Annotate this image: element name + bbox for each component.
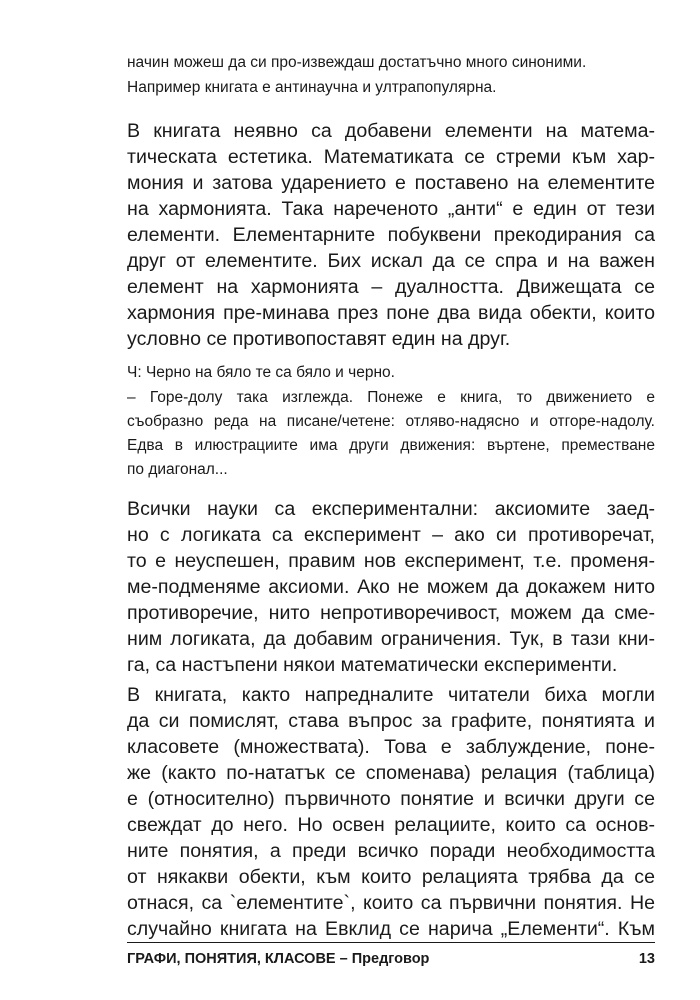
paragraph-3-line: отнася, са `елементите`, които са първични понятия. Не xyxy=(127,892,655,914)
paragraph-3-line: В книгата, както напредналите читатели биха могли xyxy=(127,684,655,706)
page-number: 13 xyxy=(638,951,655,967)
paragraph-2-line: то е неуспешен, правим нов експеримент, т.е. променя- xyxy=(127,550,655,572)
paragraph-3-line: же (както по-нататък се споменава) релация (таблица) xyxy=(127,762,655,784)
paragraph-1-line: хармония пре-минава през поне два вида обекти, които xyxy=(127,302,655,324)
intro-note-line: Например книгата е антинаучна и ултрапопулярна. xyxy=(127,79,497,96)
paragraph-3-line: е (относително) първичното понятие и всички други се xyxy=(127,788,655,810)
paragraph-2-line: ме-подменяме аксиоми. Ако не можем да докажем нито xyxy=(127,576,655,598)
dialogue-line: – Горе-долу така изглежда. Понеже е книга, то движението е xyxy=(127,389,655,406)
paragraph-1-line: условно се противопоставят един на друг. xyxy=(127,328,511,350)
paragraph-2-line: га, са настъпени някои математически експерименти. xyxy=(127,654,618,676)
dialogue-line: по диагонал... xyxy=(127,461,228,478)
paragraph-1-line: друг от елементите. Бих искал да се спра и на важен xyxy=(127,250,655,272)
paragraph-3-line: класовете (множествата). Това е заблуждение, поне- xyxy=(127,736,655,758)
paragraph-3-line: свеждат до него. Но освен релациите, които са основ- xyxy=(127,814,655,836)
paragraph-1-line: В книгата неявно са добавени елементи на матема- xyxy=(127,120,655,142)
intro-note-line: начин можеш да си про-извеждаш достатъчно много синоними. xyxy=(127,54,587,71)
running-title: ГРАФИ, ПОНЯТИЯ, КЛАСОВЕ – Предговор xyxy=(127,951,430,967)
paragraph-2-line: ним логиката, да добавим ограничения. Тук, в тази кни- xyxy=(127,628,655,650)
paragraph-2-line: противоречие, нито непротиворечивост, можем да сме- xyxy=(127,602,655,624)
paragraph-2-line: но с логиката са експеримент – ако си противоречат, xyxy=(127,524,655,546)
paragraph-1-line: елемент на хармонията – дуалността. Движещата се xyxy=(127,276,655,298)
dialogue-line: Ч: Черно на бяло те са бяло и черно. xyxy=(127,364,395,381)
paragraph-3-line: случайно книгата на Евклид се нарича „Елементи“. Към xyxy=(127,918,655,940)
paragraph-3-line: от някакви обекти, към които релацията трябва да се xyxy=(127,866,655,888)
paragraph-1-line: на хармонията. Така нареченото „анти“ е един от тези xyxy=(127,198,655,220)
paragraph-3-line: ните понятия, а преди всичко поради необходимостта xyxy=(127,840,655,862)
dialogue-line: Едва в илюстрациите има други движения: въртене, преместване xyxy=(127,437,655,454)
paragraph-2-line: Всички науки са експериментални: аксиомите заед- xyxy=(127,498,655,520)
page-footer xyxy=(127,942,655,969)
paragraph-1-line: тическата естетика. Математиката се стреми към хар- xyxy=(127,146,655,168)
paragraph-1-line: мония и затова ударението е поставено на елементите xyxy=(127,172,655,194)
paragraph-3-line: да си помислят, става въпрос за графите, понятията и xyxy=(127,710,655,732)
dialogue-line: съобразно реда на писане/четене: отляво-надясно и отгоре-надолу. xyxy=(127,413,655,430)
paragraph-1-line: елементи. Елементарните побуквени прекодирания са xyxy=(127,224,655,246)
